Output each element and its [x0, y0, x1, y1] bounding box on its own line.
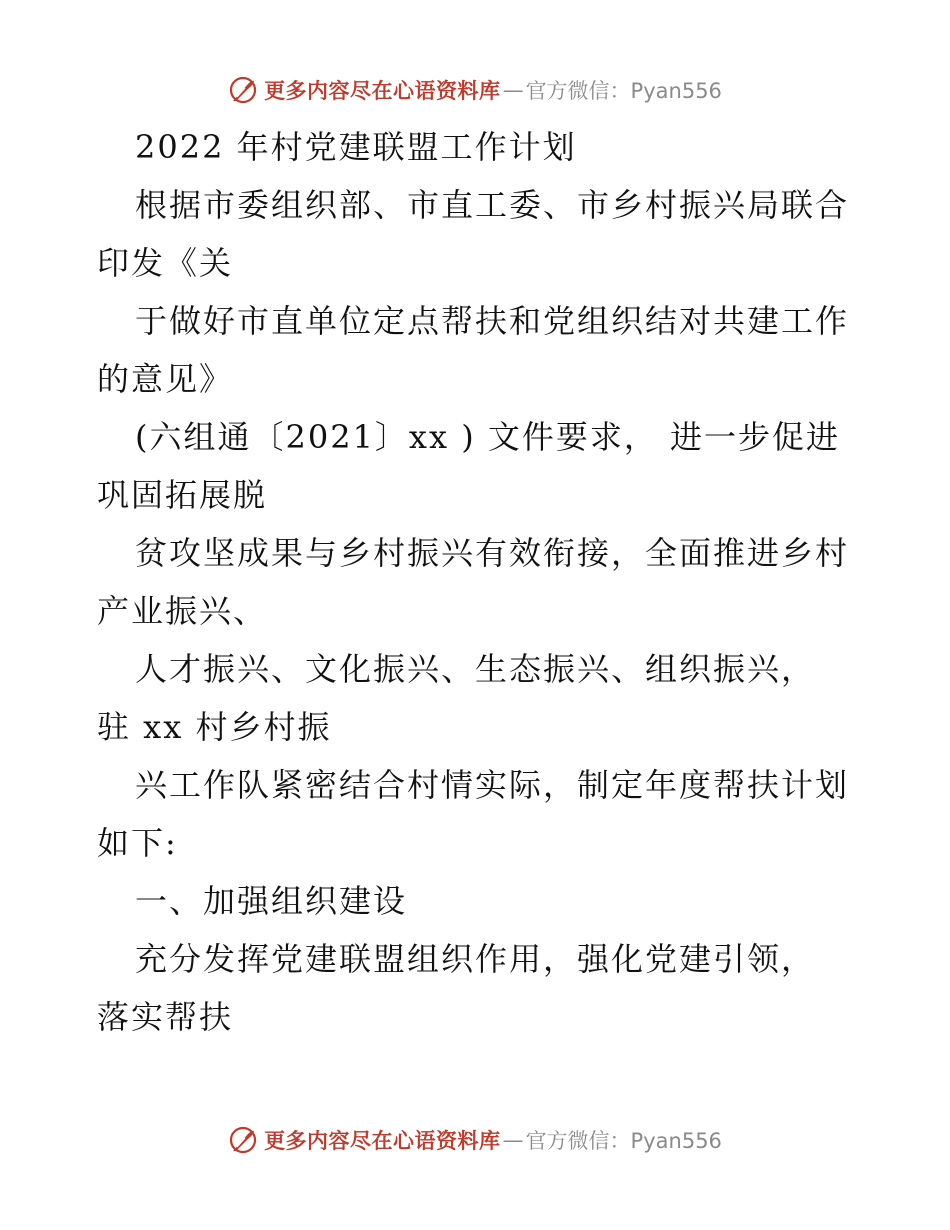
- watermark-wechat-text: 官方微信：Pyan556: [525, 79, 722, 103]
- paragraph-line: 兴工作队紧密结合村情实际，制定年度帮扶计划: [135, 766, 850, 804]
- watermark-separator: —: [502, 1128, 524, 1152]
- paragraph-line: 的意见》: [97, 360, 234, 398]
- watermark-wechat-text: 官方微信：Pyan556: [525, 1129, 722, 1153]
- paragraph-line: 根据市委组织部、市直工委、市乡村振兴局联合: [135, 186, 850, 224]
- section-heading: 一、加强组织建设: [135, 882, 408, 920]
- paragraph-line: 贫攻坚成果与乡村振兴有效衔接，全面推进乡村: [135, 534, 850, 572]
- paragraph-line: 产业振兴、: [97, 592, 268, 630]
- paragraph-line: 于做好市直单位定点帮扶和党组织结对共建工作: [135, 302, 850, 340]
- paragraph-line: 印发《关: [97, 244, 234, 282]
- watermark-brand-text: 更多内容尽在心语资料库: [264, 79, 501, 103]
- paragraph-line: 人才振兴、文化振兴、生态振兴、组织振兴，: [135, 650, 816, 688]
- document-title: 2022 年村党建联盟工作计划: [135, 128, 577, 166]
- watermark-separator: —: [502, 78, 524, 102]
- feather-pen-logo-icon: [228, 75, 258, 105]
- paragraph-line: 落实帮扶: [97, 998, 234, 1036]
- paragraph-line: 充分发挥党建联盟组织作用，强化党建引领，: [135, 940, 816, 978]
- document-body: [97, 118, 857, 1046]
- watermark-brand-text: 更多内容尽在心语资料库: [264, 1129, 501, 1153]
- paragraph-line: 驻 xx 村乡村振: [97, 708, 332, 746]
- paragraph-line: (六组通〔2021〕xx ) 文件要求， 进一步促进: [135, 418, 841, 456]
- header-watermark-banner: [0, 70, 950, 110]
- paragraph-line: 如下:: [97, 824, 178, 862]
- paragraph-line: 巩固拓展脱: [97, 476, 268, 514]
- footer-watermark-banner: [0, 1120, 950, 1160]
- feather-pen-logo-icon: [228, 1125, 258, 1155]
